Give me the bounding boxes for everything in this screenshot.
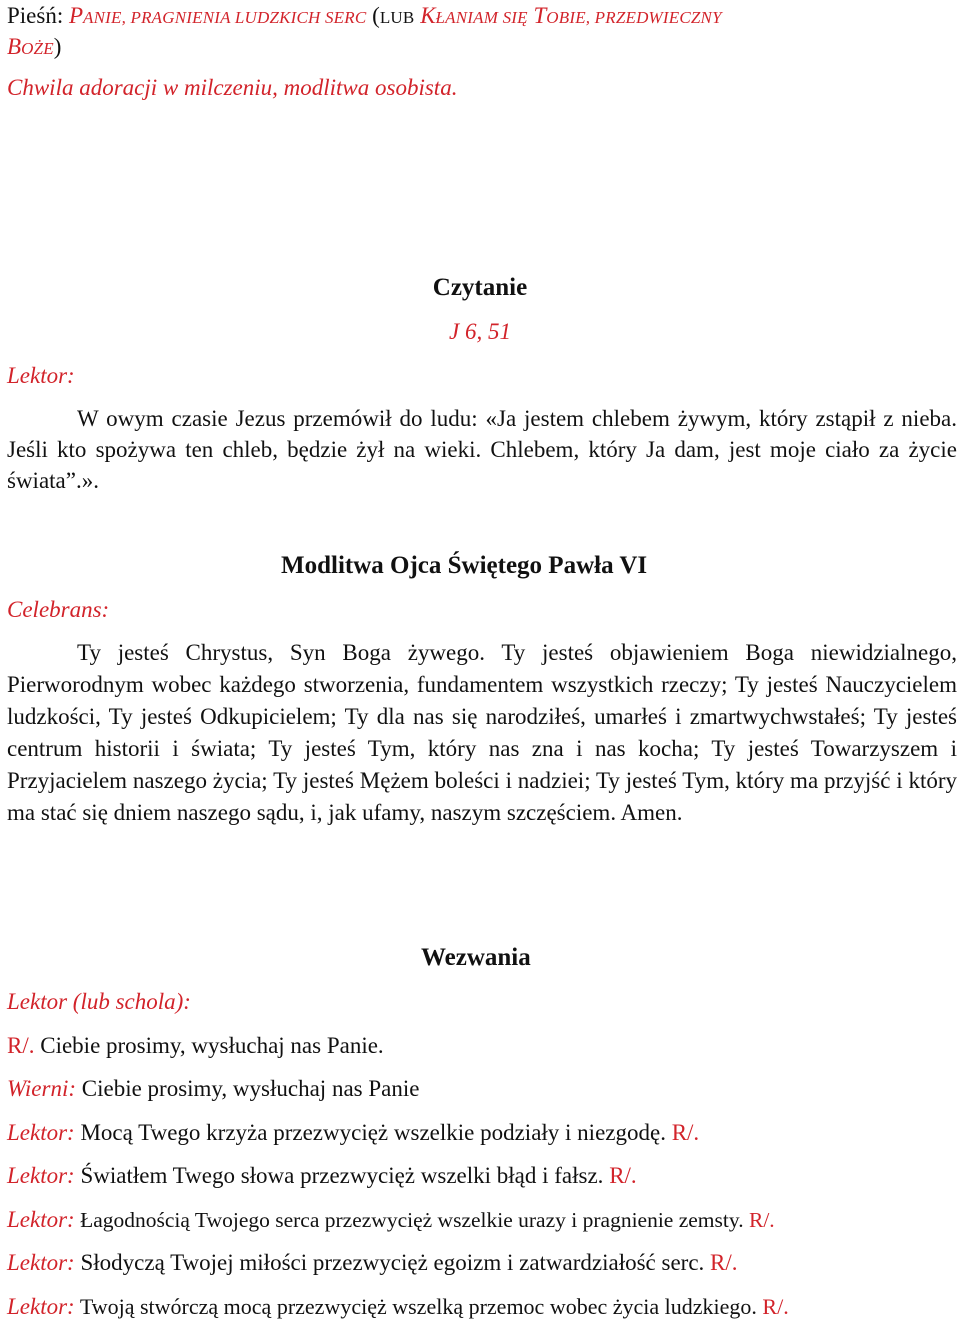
invocation-role: Lektor: <box>7 1250 75 1275</box>
song-lub: LUB <box>379 8 415 27</box>
song-title-part-4: OŻE <box>21 39 54 58</box>
invocation-role: Lektor: <box>7 1120 75 1145</box>
song-title-cap-1: P <box>68 3 84 28</box>
invocation-text: Słodyczą Twojej miłości przezwycięż egoizm i zatwardziałość serc. <box>80 1250 705 1275</box>
invocations-heading: Wezwania <box>421 944 531 971</box>
reading-text: W owym czasie Jezus przemówił do ludu: «Ja jestem chlebem żywym, który zstąpił z nieba. Jeśli kto spożywa ten chleb, będzie żył na wieki. Chlebem, który Ja dam, jest moje ciało za życie świata”.». <box>7 406 957 493</box>
invocation-text: Mocą Twego krzyża przezwycięż wszelkie podziały i niezgodę. <box>80 1120 666 1145</box>
invocation-marker: R/. <box>762 1294 789 1319</box>
song-close-paren: ) <box>53 34 62 59</box>
invocation-item <box>7 1204 775 1236</box>
reading-reference: J 6, 51 <box>449 319 511 344</box>
song-alt-title <box>420 3 722 28</box>
invocation-marker: R/. <box>609 1163 637 1188</box>
song-title-part-2: ŁANIAM SIĘ <box>435 8 528 27</box>
song-title <box>69 3 366 28</box>
song-title-line-2 <box>7 31 61 64</box>
song-title-part-3: OBIE, PRZEDWIECZNY <box>546 8 722 27</box>
faithful-text: Ciebie prosimy, wysłuchaj nas Panie <box>81 1076 420 1101</box>
response-text: Ciebie prosimy, wysłuchaj nas Panie. <box>40 1033 384 1058</box>
song-title-cap-4: B <box>7 34 22 59</box>
prayer-text: Ty jesteś Chrystus, Syn Boga żywego. Ty jesteś objawieniem Boga niewidzialnego, Pierworodnym wobec każdego stworzenia, fundamentem wszystkich rzeczy; Ty jesteś Nauczycielem ludzkości, Ty jesteś Odkupicielem; Ty dla nas się narodziłeś, umarłeś i zmartwychwstałeś; Ty jesteś centrum historii i świata; Ty jesteś Tym, który nas zna i nas kocha; Ty jesteś Towarzyszem i Przyjacielem naszego życia; Ty jesteś Mężem boleści i nadziei; Ty jesteś Tym, który ma przyjść i który ma stać się dniem naszego sądu, i, jak ufamy, naszym szczęściem. Amen. <box>7 640 957 825</box>
song-alt-title-end <box>7 34 54 59</box>
invocation-item <box>7 1160 637 1191</box>
song-title-cap-2: K <box>420 3 436 28</box>
invocation-marker: R/. <box>671 1120 700 1145</box>
invocation-text: Twoją stwórczą mocą przezwycięż wszelką przemoc wobec życia ludzkiego. <box>79 1294 757 1319</box>
prayer-heading: Modlitwa Ojca Świętego Pawła VI <box>281 552 648 579</box>
song-title-cap-3: T <box>533 3 547 28</box>
faithful-line <box>7 1073 419 1104</box>
invocations-role: Lektor (lub schola): <box>7 989 191 1014</box>
invocation-item <box>7 1247 738 1278</box>
adoration-rubric: Chwila adoracji w milczeniu, modlitwa osobista. <box>7 75 458 100</box>
invocation-marker: R/. <box>748 1208 775 1232</box>
prayer-role: Celebrans: <box>7 597 110 622</box>
invocation-marker: R/. <box>710 1250 738 1275</box>
faithful-role: Wierni: <box>7 1076 76 1101</box>
song-label: Pieśń: <box>7 3 64 28</box>
invocation-role: Lektor: <box>7 1163 75 1188</box>
invocation-text: Łagodnością Twojego serca przezwycięż wszelkie urazy i pragnienie zemsty. <box>80 1208 744 1232</box>
response-marker: R/. <box>7 1033 35 1058</box>
invocation-item <box>7 1117 699 1148</box>
invocation-role: Lektor: <box>7 1294 75 1319</box>
invocation-text: Światłem Twego słowa przezwycięż wszelki błąd i fałsz. <box>80 1163 604 1188</box>
reading-role: Lektor: <box>7 363 75 388</box>
song-title-line-1 <box>7 0 722 33</box>
response-line <box>7 1030 384 1061</box>
invocation-role: Lektor: <box>7 1207 75 1232</box>
song-open-paren: ( <box>372 3 380 28</box>
song-title-part-1: ANIE, PRAGNIENIA LUDZKICH SERC <box>83 8 367 27</box>
invocation-item <box>7 1291 789 1322</box>
reading-heading: Czytanie <box>432 274 528 301</box>
